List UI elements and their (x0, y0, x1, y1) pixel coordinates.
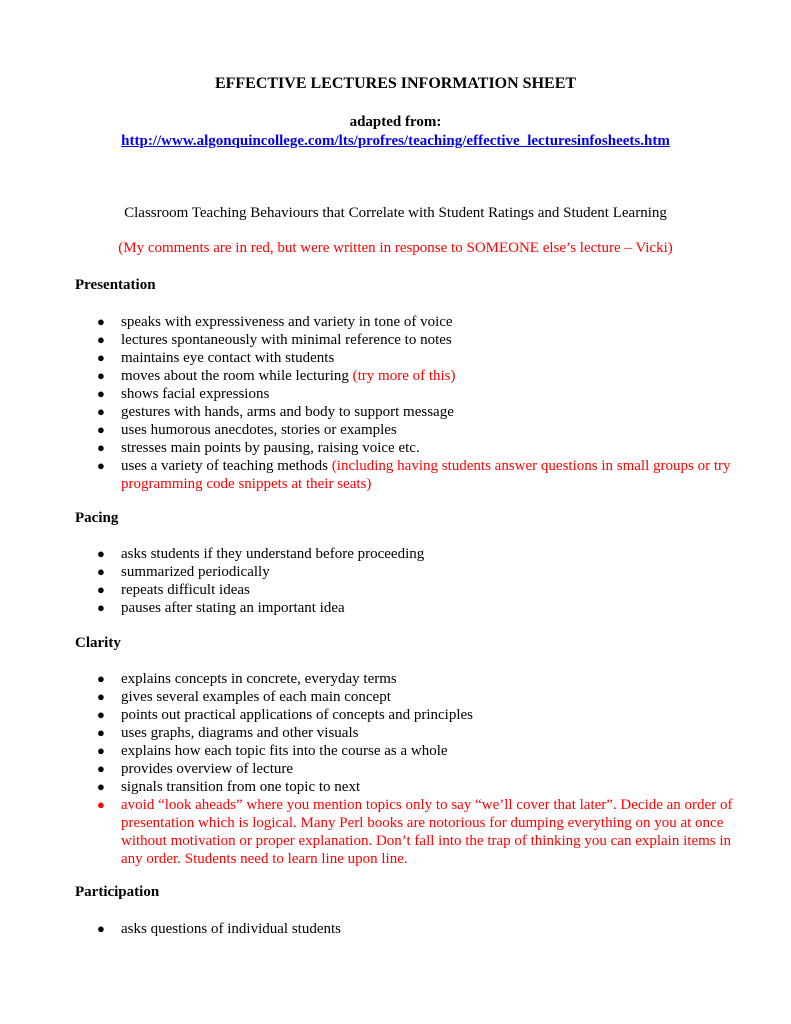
bullet-icon: ● (97, 689, 105, 704)
list-item-text: uses a variety of teaching methods (121, 458, 332, 474)
list-item (97, 778, 737, 796)
list-item (97, 457, 737, 493)
list-item (97, 367, 737, 385)
section-heading-participation: Participation (75, 884, 160, 900)
list-item-text: gestures with hands, arms and body to support message (121, 404, 454, 420)
list-item (97, 796, 737, 868)
list-item (97, 706, 737, 724)
list-item-text: stresses main points by pausing, raising voice etc. (121, 440, 420, 456)
list-item (97, 724, 737, 742)
bullet-icon: ● (97, 921, 105, 936)
list-item (97, 403, 737, 421)
list-item (97, 331, 737, 349)
list-item (97, 670, 737, 688)
list-item-text: provides overview of lecture (121, 761, 294, 777)
list-item (97, 313, 737, 331)
document-title: EFFECTIVE LECTURES INFORMATION SHEET (214, 75, 577, 92)
bullet-icon: ● (97, 422, 105, 437)
list-item (97, 581, 737, 599)
list-item-text: shows facial expressions (121, 386, 270, 402)
list-item (97, 760, 737, 778)
list-item (97, 385, 737, 403)
list-item (97, 688, 737, 706)
section-heading-presentation: Presentation (75, 277, 156, 293)
list-item-text: asks students if they understand before proceeding (121, 546, 425, 562)
list-item (97, 742, 737, 760)
source-link[interactable]: http://www.algonquincollege.com/lts/profres/teaching/effective_lecturesinfosheets.htm (121, 133, 670, 149)
adapted-from-label: adapted from: (349, 114, 442, 130)
list-item (97, 421, 737, 439)
clarity-list (97, 670, 737, 868)
list-item (97, 563, 737, 581)
list-item-text: asks questions of individual students (121, 921, 341, 937)
bullet-icon: ● (97, 350, 105, 365)
list-item (97, 439, 737, 457)
list-item-text: gives several examples of each main concept (121, 689, 391, 705)
bullet-icon: ● (97, 440, 105, 455)
bullet-icon: ● (97, 779, 105, 794)
list-item-text: signals transition from one topic to next (121, 779, 361, 795)
bullet-icon: ● (97, 725, 105, 740)
list-item-text: summarized periodically (121, 564, 270, 580)
list-item (97, 349, 737, 367)
red-comment: (including having students answer questions in small groups or try programming code snippets at their seats) (121, 458, 731, 492)
document-subtitle: Classroom Teaching Behaviours that Correlate with Student Ratings and Student Learning (124, 205, 667, 221)
list-item-text: moves about the room while lecturing (121, 368, 353, 384)
list-item-text: uses humorous anecdotes, stories or examples (121, 422, 397, 438)
bullet-icon: ● (97, 458, 105, 473)
source-link-line (0, 133, 791, 150)
section-heading-clarity: Clarity (75, 635, 121, 651)
bullet-icon: ● (97, 797, 105, 812)
bullet-icon: ● (97, 404, 105, 419)
list-item-text: lectures spontaneously with minimal reference to notes (121, 332, 452, 348)
list-item-text: repeats difficult ideas (121, 582, 250, 598)
bullet-icon: ● (97, 707, 105, 722)
list-item-text: explains concepts in concrete, everyday terms (121, 671, 397, 687)
participation-list (97, 920, 737, 938)
list-item-text: speaks with expressiveness and variety in tone of voice (121, 314, 453, 330)
section-heading-pacing: Pacing (75, 510, 119, 526)
bullet-icon: ● (97, 386, 105, 401)
presentation-list (97, 313, 737, 493)
bullet-icon: ● (97, 761, 105, 776)
list-item-text: maintains eye contact with students (121, 350, 335, 366)
list-item-text: points out practical applications of concepts and principles (121, 707, 473, 723)
bullet-icon: ● (97, 368, 105, 383)
comments-note: (My comments are in red, but were written in response to SOMEONE else’s lecture – Vicki) (118, 240, 673, 256)
list-item-text: uses graphs, diagrams and other visuals (121, 725, 359, 741)
bullet-icon: ● (97, 314, 105, 329)
bullet-icon: ● (97, 564, 105, 579)
red-comment: avoid “look aheads” where you mention topics only to say “we’ll cover that later”. Decide an order of presentation which is logical. Many Perl books are notorious for dumping everything on you at once without motivation or proper explanation. Don’t fall into the trap of thinking you can explain items in any order. Students need to learn line upon line. (121, 797, 733, 867)
pacing-list (97, 545, 737, 617)
list-item (97, 599, 737, 617)
bullet-icon: ● (97, 600, 105, 615)
bullet-icon: ● (97, 332, 105, 347)
list-item-text: explains how each topic fits into the course as a whole (121, 743, 448, 759)
list-item-text: pauses after stating an important idea (121, 600, 345, 616)
bullet-icon: ● (97, 671, 105, 686)
list-item (97, 545, 737, 563)
bullet-icon: ● (97, 546, 105, 561)
bullet-icon: ● (97, 743, 105, 758)
red-comment: (try more of this) (352, 368, 456, 384)
list-item (97, 920, 737, 938)
bullet-icon: ● (97, 582, 105, 597)
